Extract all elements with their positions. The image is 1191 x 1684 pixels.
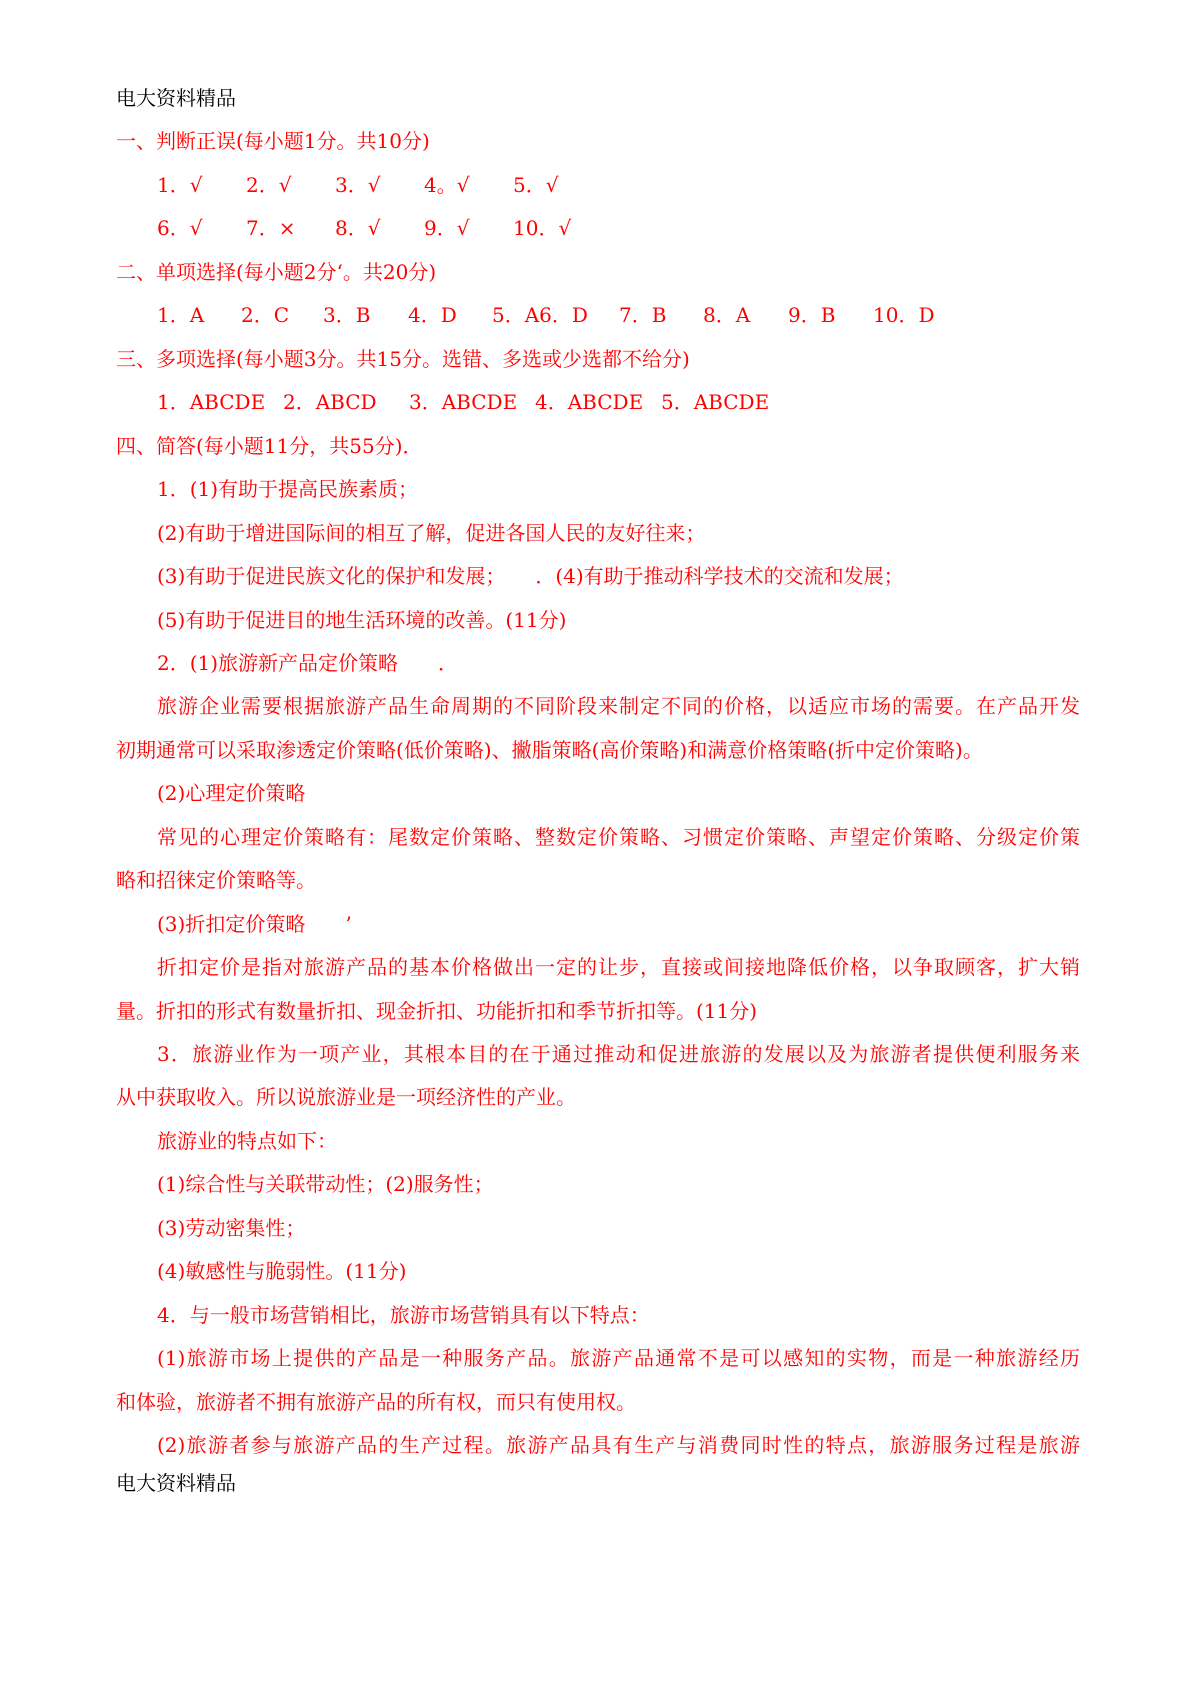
answer-item: 3．B	[323, 303, 371, 327]
section-2-title: 二、单项选择(每小题2分‘。共20分)	[116, 260, 437, 284]
answer-4-line: 4．与一般市场营销相比，旅游市场营销具有以下特点：	[157, 1303, 650, 1327]
answer-item: 1．ABCDE	[157, 390, 266, 414]
answer-item: 8．A	[703, 303, 751, 327]
answer-item: 4。√	[424, 173, 470, 197]
answer-3-line: (4)敏感性与脆弱性。(11分)	[157, 1259, 407, 1283]
answer-item: 6．√	[157, 216, 203, 240]
answer-3-line: (3)劳动密集性；	[157, 1216, 306, 1240]
section-1-answers-row-1	[157, 173, 602, 197]
answer-item: 2．C	[241, 303, 290, 327]
answer-item: 5．A6．D	[492, 303, 588, 327]
section-2-answers-row-1	[157, 303, 963, 327]
answer-2-line: 旅游企业需要根据旅游产品生命周期的不同阶段来制定不同的价格，以适应市场的需要。在产品开发	[157, 694, 1080, 718]
answer-2-line: (2)心理定价策略	[157, 781, 306, 805]
answer-2-line: 略和招徕定价策略等。	[116, 868, 316, 892]
answer-item: 3．ABCDE	[409, 390, 518, 414]
section-3-answers-row-1	[157, 390, 787, 414]
page-header: 电大资料精品	[116, 86, 236, 110]
answer-item: 4．D	[408, 303, 457, 327]
section-1-title: 一、判断正误(每小题1分。共10分)	[116, 129, 430, 153]
section-3-title: 三、多项选择(每小题3分。共15分。选错、多选或少选都不给分)	[116, 347, 690, 371]
answer-2-line: (3)折扣定价策略 ’	[157, 912, 352, 936]
answer-1-line: (5)有助于促进目的地生活环境的改善。(11分)	[157, 608, 567, 632]
section-1-answers-row-2	[157, 216, 602, 240]
answer-2-line: 2．(1)旅游新产品定价策略 ．	[157, 651, 459, 675]
answer-4-line: 和体验，旅游者不拥有旅游产品的所有权，而只有使用权。	[116, 1390, 636, 1414]
answer-item: 3．√	[335, 173, 381, 197]
answer-item: 10．D	[873, 303, 935, 327]
answer-1-line: (3)有助于促进民族文化的保护和发展； ．(4)有助于推动科学技术的交流和发展；	[157, 564, 904, 588]
answer-3-line: (1)综合性与关联带动性；(2)服务性；	[157, 1172, 494, 1196]
answer-1-line: (2)有助于增进国际间的相互了解，促进各国人民的友好往来；	[157, 521, 706, 545]
answer-item: 2．ABCD	[283, 390, 377, 414]
answer-4-line: (1)旅游市场上提供的产品是一种服务产品。旅游产品通常不是可以感知的实物，而是一种旅游经历	[157, 1346, 1080, 1370]
answer-3-line: 3．旅游业作为一项产业，其根本目的在于通过推动和促进旅游的发展以及为旅游者提供便利服务来	[157, 1042, 1080, 1066]
answer-item: 5．ABCDE	[661, 390, 770, 414]
answer-4-line: (2)旅游者参与旅游产品的生产过程。旅游产品具有生产与消费同时性的特点，旅游服务过程是旅游	[157, 1433, 1080, 1457]
section-4-title: 四、简答(每小题11分，共55分)．	[116, 434, 423, 458]
answer-item: 7．×	[246, 216, 296, 240]
answer-item: 1．A	[157, 303, 205, 327]
answer-2-line: 初期通常可以采取渗透定价策略(低价策略)、撇脂策略(高价策略)和满意价格策略(折中定价策略)。	[116, 738, 983, 762]
answer-1-line: 1．(1)有助于提高民族素质；	[157, 477, 419, 501]
answer-item: 10．√	[513, 216, 572, 240]
answer-2-line: 量。折扣的形式有数量折扣、现金折扣、功能折扣和季节折扣等。(11分)	[116, 999, 758, 1023]
answer-item: 5．√	[513, 173, 559, 197]
answer-3-line: 从中获取收入。所以说旅游业是一项经济性的产业。	[116, 1085, 576, 1109]
answer-item: 8．√	[335, 216, 381, 240]
answer-item: 7．B	[619, 303, 667, 327]
answer-item: 9．√	[424, 216, 470, 240]
answer-item: 4．ABCDE	[535, 390, 644, 414]
page-footer: 电大资料精品	[116, 1471, 236, 1495]
answer-item: 9．B	[788, 303, 836, 327]
answer-item: 1．√	[157, 173, 203, 197]
answer-2-line: 常见的心理定价策略有：尾数定价策略、整数定价策略、习惯定价策略、声望定价策略、分级定价策	[157, 825, 1080, 849]
answer-item: 2．√	[246, 173, 292, 197]
answer-2-line: 折扣定价是指对旅游产品的基本价格做出一定的让步，直接或间接地降低价格，以争取顾客，扩大销	[157, 955, 1080, 979]
answer-3-line: 旅游业的特点如下：	[157, 1129, 337, 1153]
